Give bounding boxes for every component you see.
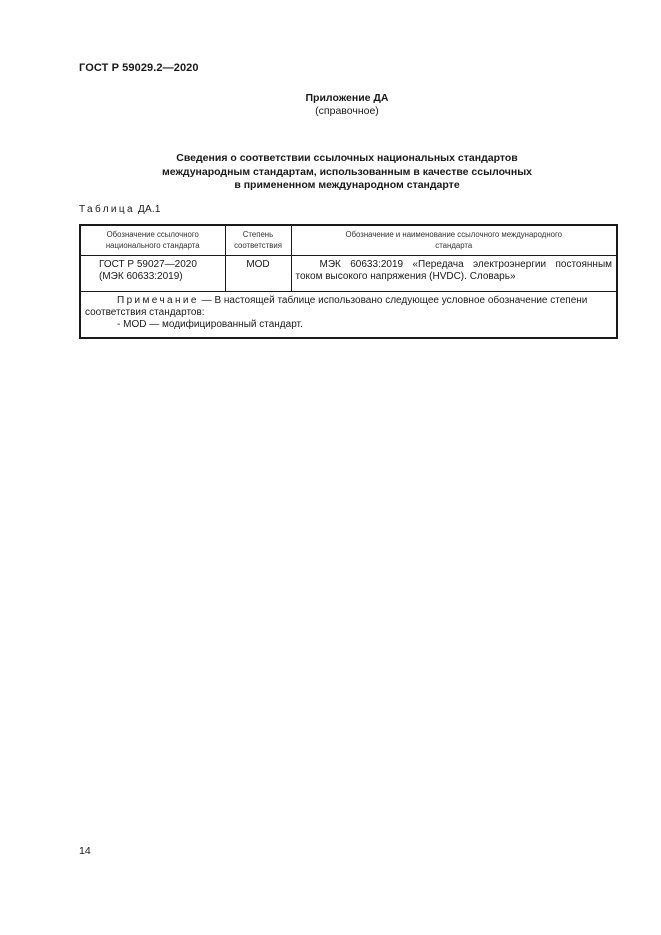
heading-line-1: Сведения о соответствии ссылочных национальных стандартов bbox=[176, 152, 518, 164]
document-code: ГОСТ Р 59029.2—2020 bbox=[79, 62, 199, 74]
table-note-row bbox=[80, 292, 617, 339]
table-caption bbox=[79, 204, 161, 215]
heading-line-2: международным стандартам, использованным в качестве ссылочных bbox=[161, 165, 532, 178]
table-row bbox=[80, 256, 617, 292]
page-number: 14 bbox=[79, 845, 91, 857]
annex-title: Приложение ДА bbox=[305, 92, 389, 104]
header-col3-line2: стандарта bbox=[435, 241, 473, 250]
header-international-standard bbox=[291, 225, 617, 256]
note-label: Примечание bbox=[117, 295, 199, 306]
annex-block bbox=[0, 92, 661, 118]
standards-table bbox=[79, 224, 618, 339]
header-col2-line1: Степень bbox=[242, 230, 274, 239]
table-note bbox=[80, 292, 617, 339]
cell-degree: MOD bbox=[225, 256, 291, 292]
table-caption-id: ДА.1 bbox=[138, 204, 161, 215]
note-item: - MOD — модифицированный стандарт. bbox=[117, 319, 303, 330]
header-degree bbox=[225, 225, 291, 256]
note-text: — В настоящей таблице использовано следующее условное обозначение степени соответствия стандартов: bbox=[85, 295, 588, 318]
table-caption-word: Таблица bbox=[79, 204, 136, 215]
national-standard-equivalent: (МЭК 60633:2019) bbox=[99, 271, 183, 282]
header-col1-line2: национального стандарта bbox=[105, 241, 200, 250]
table-header-row bbox=[80, 225, 617, 256]
cell-international-standard: МЭК 60633:2019 «Передача электроэнергии постоянным током высокого напряжения (HVDC). Словарь» bbox=[291, 256, 617, 292]
header-col1-line1: Обозначение ссылочного bbox=[106, 230, 199, 239]
annex-subtitle: (справочное) bbox=[315, 105, 379, 117]
heading-line-3: в примененном международном стандарте bbox=[234, 179, 460, 191]
section-heading bbox=[0, 152, 661, 193]
note-paragraph bbox=[85, 295, 612, 319]
cell-national-standard bbox=[80, 256, 225, 292]
national-standard-code: ГОСТ Р 59027—2020 bbox=[99, 259, 197, 270]
header-national-standard bbox=[80, 225, 225, 256]
header-col3-line1: Обозначение и наименование ссылочного международного bbox=[345, 230, 562, 239]
header-col2-line2: соответствия bbox=[234, 241, 282, 250]
